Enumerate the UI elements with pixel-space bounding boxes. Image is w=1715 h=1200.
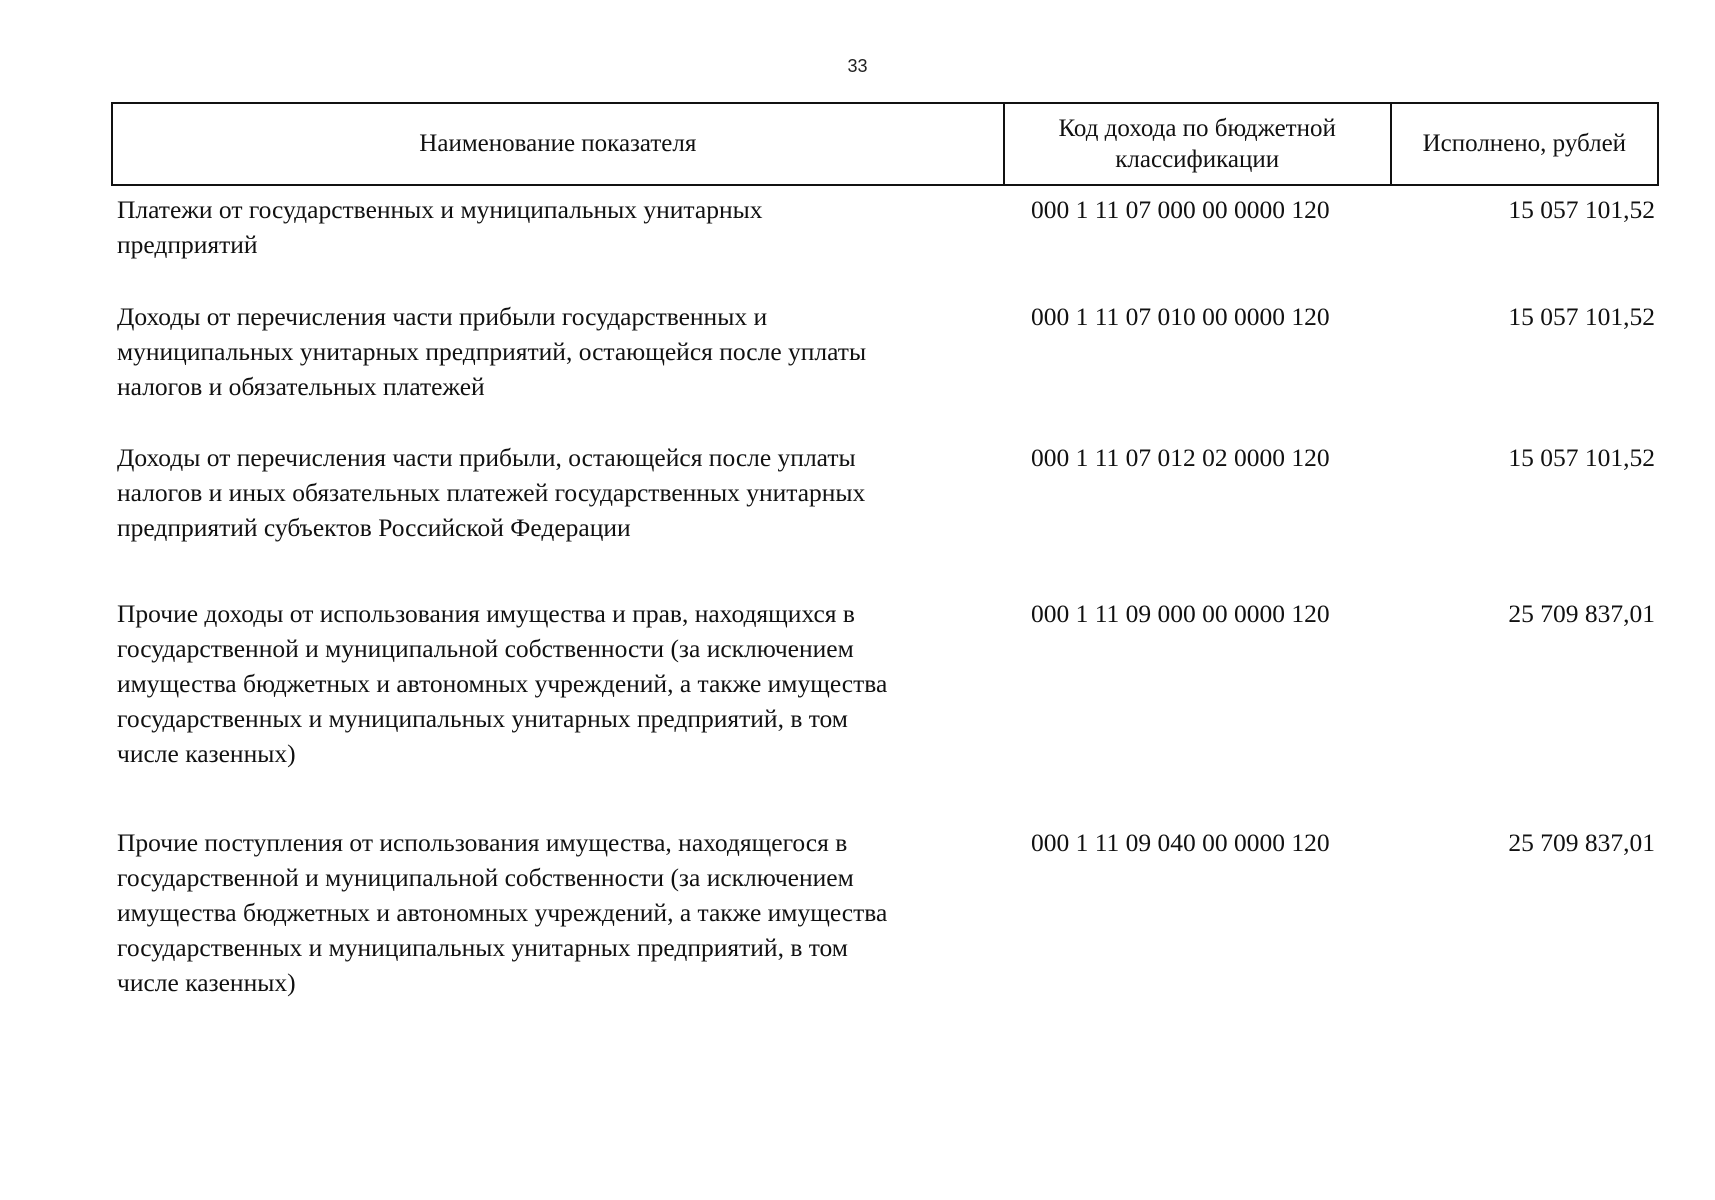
- table-row: [111, 192, 1659, 262]
- table-row: [111, 596, 1659, 771]
- row-sum: 15 057 101,52: [1508, 302, 1655, 331]
- row-code: 000 1 11 07 012 02 0000 120: [1031, 443, 1330, 472]
- header-code-line1: Код дохода по бюджетной: [1058, 114, 1336, 142]
- row-name: [111, 825, 1003, 1000]
- row-name-line: числе казенных): [117, 739, 296, 768]
- row-name-line: предприятий субъектов Российской Федерации: [117, 513, 631, 542]
- row-code: 000 1 11 09 040 00 0000 120: [1031, 828, 1330, 857]
- header-code: [1003, 104, 1390, 184]
- header-code-line2: классификации: [1115, 146, 1280, 173]
- row-name-line: государственной и муниципальной собственности (за исключением: [117, 634, 854, 663]
- row-sum: 15 057 101,52: [1508, 195, 1655, 224]
- row-name-line: государственных и муниципальных унитарных предприятий, в том: [117, 704, 848, 733]
- row-name: [111, 192, 1003, 262]
- row-name-line: имущества бюджетных и автономных учреждений, а также имущества: [117, 898, 888, 927]
- header-sum: Исполнено, рублей: [1390, 104, 1657, 184]
- row-name-line: Прочие доходы от использования имущества и прав, находящихся в: [117, 599, 855, 628]
- row-name-line: Доходы от перечисления части прибыли государственных и: [117, 302, 768, 331]
- row-code: 000 1 11 07 010 00 0000 120: [1031, 302, 1330, 331]
- row-code: 000 1 11 07 000 00 0000 120: [1031, 195, 1330, 224]
- row-name-line: Платежи от государственных и муниципальных унитарных: [117, 195, 763, 224]
- row-code: 000 1 11 09 000 00 0000 120: [1031, 599, 1330, 628]
- row-name-line: предприятий: [117, 230, 258, 259]
- page-number: 33: [847, 56, 868, 76]
- row-name-line: Прочие поступления от использования имущества, находящегося в: [117, 828, 848, 857]
- row-name: [111, 440, 1003, 545]
- table-row: [111, 299, 1659, 404]
- row-name-line: муниципальных унитарных предприятий, остающейся после уплаты: [117, 337, 867, 366]
- table-row: [111, 440, 1659, 545]
- row-name-line: налогов и обязательных платежей: [117, 372, 485, 401]
- row-name: [111, 299, 1003, 404]
- row-sum: 25 709 837,01: [1508, 828, 1655, 857]
- table-header: [111, 102, 1659, 186]
- row-name-line: числе казенных): [117, 968, 296, 997]
- row-name-line: Доходы от перечисления части прибыли, остающейся после уплаты: [117, 443, 856, 472]
- header-name: Наименование показателя: [419, 130, 697, 158]
- row-name-line: имущества бюджетных и автономных учреждений, а также имущества: [117, 669, 888, 698]
- row-name-line: государственных и муниципальных унитарных предприятий, в том: [117, 933, 848, 962]
- revenue-table: [111, 102, 1659, 1000]
- row-name-line: налогов и иных обязательных платежей государственных унитарных: [117, 478, 866, 507]
- row-sum: 25 709 837,01: [1508, 599, 1655, 628]
- row-name-line: государственной и муниципальной собственности (за исключением: [117, 863, 854, 892]
- table-row: [111, 825, 1659, 1000]
- row-sum: 15 057 101,52: [1508, 443, 1655, 472]
- row-name: [111, 596, 1003, 771]
